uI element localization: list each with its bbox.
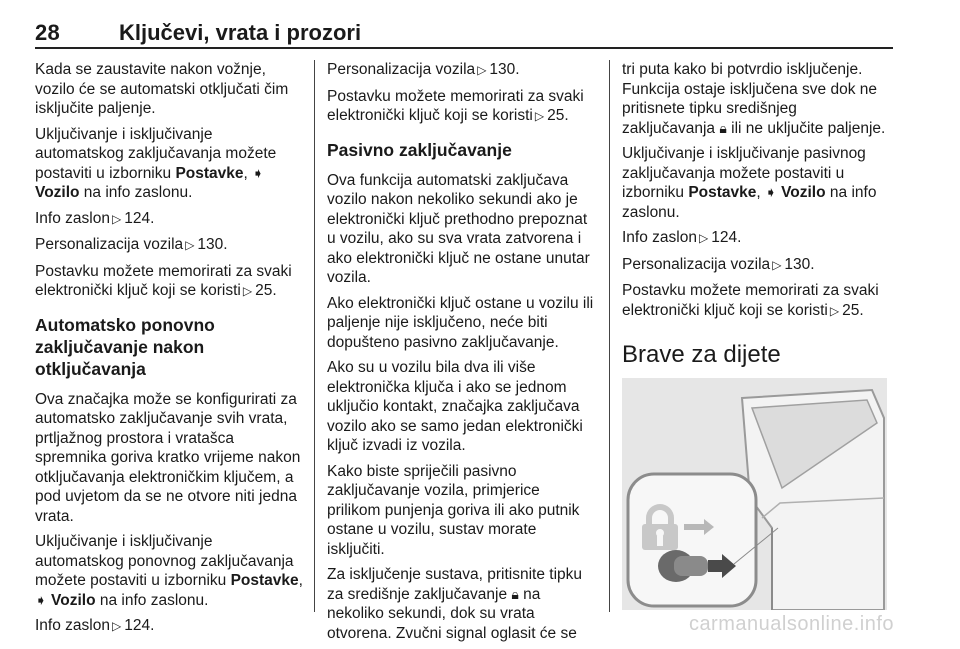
text: Uključivanje i isključivanje automatskog ponovnog zaključavanja možete postaviti u izborniku [35, 533, 294, 589]
triangle-right-icon: ▷ [829, 303, 840, 318]
paragraph [327, 565, 595, 643]
text: na info zaslonu. [79, 184, 193, 201]
section-heading: Pasivno zaključavanje [327, 139, 512, 160]
menu-term: Postavke [230, 572, 299, 589]
column-divider [609, 60, 610, 612]
page-number: 28 [35, 20, 61, 45]
chapter-heading: Brave za dijete [622, 341, 781, 368]
text: na info zaslonu. [95, 591, 209, 609]
padlock-icon: 🔒︎ [511, 585, 519, 602]
text: Uključivanje i isključivanje pasivnog zaključavanja možete postaviti u izborniku [622, 145, 866, 201]
cross-reference [35, 209, 303, 230]
cross-reference [35, 235, 303, 256]
page-header [35, 0, 893, 48]
triangle-right-icon: ▷ [111, 211, 122, 226]
header-divider [35, 47, 893, 49]
play-arrow-icon: ➧ [765, 184, 777, 200]
cross-reference [35, 262, 303, 302]
text: Za isključenje sustava, pritisnite tipku za središnje zaključavanje [327, 566, 583, 603]
cross-reference [327, 87, 595, 127]
menu-term: Vozilo [51, 591, 96, 609]
text: na info zaslonu. [622, 184, 877, 221]
text: tri puta kako bi potvrdio isključenje. Funkcija ostaje isključena sve dok ne pritisnete tipku središnjeg zaključavanja [622, 61, 878, 137]
page-link[interactable]: 124. [124, 209, 155, 227]
text: Info zaslon [35, 209, 110, 227]
triangle-right-icon: ▷ [534, 109, 545, 123]
text: , [756, 184, 766, 201]
triangle-right-icon: ▷ [698, 231, 709, 245]
paragraph: Ova značajka može se konfigurirati za automatsko zaključavanje svih vrata, prtljažnog prostora i vratašca spremnika goriva kratko vrijeme nakon otključavanja elektroničkim ključem, a pod uvjetom da se ne otvore niti jedna vrata. [35, 390, 301, 525]
child-lock-illustration [622, 378, 887, 610]
paragraph [35, 125, 303, 203]
triangle-right-icon: ▷ [242, 284, 253, 298]
menu-term: Vozilo [35, 184, 80, 201]
text: na nekoliko sekundi, dok su vrata otvorena. Zvučni signal oglasit će se [327, 585, 577, 642]
text: Postavku možete memorirati za svaki elektronički ključ koji se koristi [35, 262, 292, 299]
text: Info zaslon [622, 229, 697, 246]
text: Postavku možete memorirati za svaki elektronički ključ koji se koristi [622, 282, 879, 319]
menu-term: Postavke [175, 164, 244, 182]
column-divider [314, 60, 315, 612]
text-column-1 [35, 60, 303, 643]
play-arrow-icon: ➧ [252, 164, 264, 181]
section-heading: Automatsko ponovno zaključavanje nakon otključavanja [35, 314, 215, 379]
paragraph [622, 144, 892, 222]
triangle-right-icon: ▷ [477, 63, 487, 77]
paragraph: Ova funkcija automatski zaključava vozilo nakon nekoliko sekundi ako je elektronički ključ prethodno prepoznat u vozilu, ako su sva vrata zatvorena i ako elektronički ključ ne ostane unutar vozila. [327, 171, 590, 286]
paragraph [622, 60, 892, 138]
page-link[interactable]: 25. [255, 282, 277, 299]
text: Postavku možete memorirati za svaki elektronički ključ koji se koristi [327, 87, 584, 124]
text: Uključivanje i isključivanje automatskog zaključavanja možete postaviti u izborniku [35, 125, 277, 182]
text: , [243, 164, 253, 182]
text: Personalizacija vozila [35, 236, 184, 253]
paragraph: Kako biste spriječili pasivno zaključavanje vozila, primjerice prilikom punjenja goriva ili ako putnik ostane u vozilu, sustav morate isključiti. [327, 462, 580, 558]
page-link[interactable]: 124. [711, 229, 742, 246]
page-link[interactable]: 130. [489, 61, 520, 78]
text: ili ne uključite paljenje. [726, 119, 886, 137]
watermark: carmanualsonline.info [688, 613, 894, 635]
cross-reference [35, 616, 303, 637]
page-title: Ključevi, vrata i prozori [119, 20, 362, 45]
cross-reference [327, 60, 595, 81]
cross-reference [622, 255, 892, 276]
paragraph [35, 532, 303, 610]
page-link[interactable]: 25. [842, 301, 864, 319]
padlock-icon: 🔒︎ [719, 119, 727, 136]
page-link[interactable]: 130. [197, 236, 228, 253]
triangle-right-icon: ▷ [772, 257, 782, 272]
paragraph: Kada se zaustavite nakon vožnje, vozilo će se automatski otključati čim isključite paljenje. [35, 61, 289, 117]
paragraph: Ako su u vozilu bila dva ili više elektronička ključa i ako se jednom uključio kontakt, značajka zaključava vozilo ako se samo jedan elektronički ključ izvadi iz vozila. [327, 359, 583, 454]
triangle-right-icon: ▷ [185, 238, 195, 252]
text: , [298, 572, 303, 589]
text: Personalizacija vozila [327, 61, 476, 78]
play-arrow-icon: ➧ [35, 591, 47, 608]
paragraph: Ako elektronički ključ ostane u vozilu ili paljenje nije isključeno, neće biti dopušteno pasivno zaključavanje. [327, 294, 594, 351]
text: Info zaslon [35, 617, 110, 634]
page-link[interactable]: 130. [784, 255, 815, 273]
page-link[interactable]: 25. [547, 107, 569, 124]
text: Personalizacija vozila [622, 255, 771, 273]
menu-term: Vozilo [781, 184, 826, 201]
text-column-3 [622, 60, 892, 383]
menu-term: Postavke [688, 184, 757, 201]
triangle-right-icon: ▷ [111, 619, 122, 633]
cross-reference [622, 228, 892, 249]
text-column-2 [327, 60, 595, 649]
page-link[interactable]: 124. [124, 617, 155, 634]
cross-reference [622, 281, 892, 321]
door-illustration-svg [622, 378, 887, 610]
